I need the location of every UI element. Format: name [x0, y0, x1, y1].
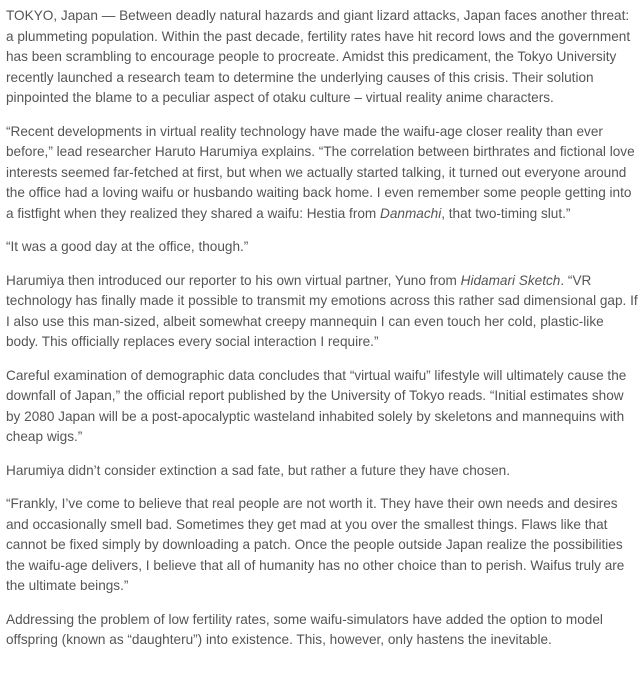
paragraph-text: Careful examination of demographic data concludes that “virtual waifu” lifestyle will ultimately cause the downfall of Japan,” the official report published by the University of Tokyo reads. “Initial estimates show by 2080 Japan will be a post-apocalyptic wasteland inhabited solely by skeletons and mannequins with cheap wigs.”	[6, 367, 627, 444]
paragraph-text: “Recent developments in virtual reality technology have made the waifu-age closer reality than ever before,” lead researcher Haruto Harumiya explains. “The correlation between birthrates and fictional love interests seemed far-fetched at first, but when we actually started talking, it turned out everyone around the office had a loving waifu or husbando waiting back home. I even remember some people getting into a fistfight when they realized they shared a waifu: Hestia from	[6, 123, 635, 221]
article-paragraph-good-day	[6, 237, 638, 258]
paragraph-text: TOKYO, Japan — Between deadly natural hazards and giant lizard attacks, Japan faces another threat: a plummeting population. Within the past decade, fertility rates have hit record lows and the government has been scrambling to encourage people to procreate. Amidst this predicament, the Tokyo University recently launched a research team to determine the underlying causes of this crisis. Their solution pinpointed the blame to a peculiar aspect of otaku culture – virtual reality anime characters.	[6, 8, 631, 105]
article-paragraph-virtual-partner	[6, 271, 638, 353]
paragraph-text: “It was a good day at the office, though.”	[6, 239, 249, 254]
article-paragraph-demographic-data	[6, 366, 638, 448]
article-paragraph-real-people	[6, 494, 638, 597]
article-paragraph-daughteru	[6, 610, 638, 651]
article-paragraph-researcher-quote	[6, 122, 638, 225]
paragraph-text: . “VR technology has finally made it possible to transmit my emotions across this rather sad dimensional gap. If I also use this man-sized, albeit somewhat creepy mannequin I can even touch her cold, plastic-like body. This officially replaces every social interaction I require.”	[6, 272, 638, 349]
paragraph-text: Harumiya then introduced our reporter to his own virtual partner, Yuno from	[6, 272, 461, 288]
article-paragraph-extinction	[6, 461, 638, 482]
title-hidamari-sketch: Hidamari Sketch	[460, 272, 561, 288]
article-paragraph-intro	[6, 6, 638, 109]
paragraph-text: , that two-timing slut.”	[441, 205, 571, 221]
paragraph-text: “Frankly, I’ve come to believe that real people are not worth it. They have their own needs and desires and occasionally smell bad. Sometimes they get mad at you over the smallest things. Flaws like that cannot be fixed simply by downloading a patch. Once the people outside Japan realize the possibilities the waifu-age delivers, I believe that all of humanity has no other choice than to perish. Waifus truly are the ultimate beings.”	[6, 496, 625, 593]
paragraph-text: Harumiya didn’t consider extinction a sad fate, but rather a future they have chosen.	[6, 462, 511, 478]
title-danmachi: Danmachi	[380, 205, 442, 221]
paragraph-text: Addressing the problem of low fertility rates, some waifu-simulators have added the option to model offspring (known as “daughteru”) into existence. This, however, only hastens the inevitable.	[6, 611, 603, 647]
